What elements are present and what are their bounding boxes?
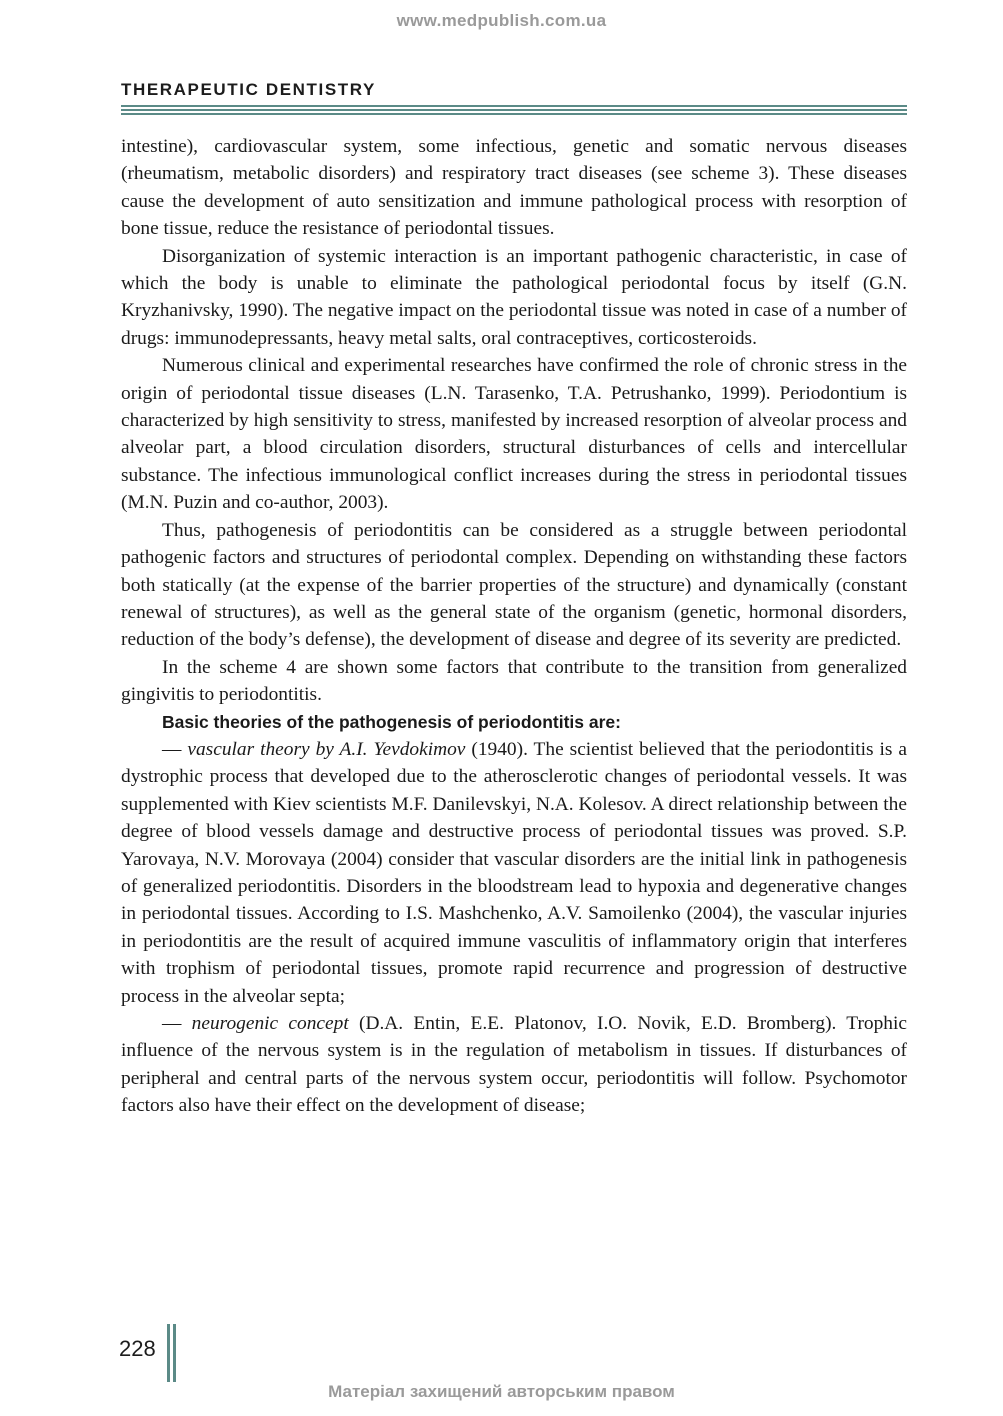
theory-text: (D.A. Entin, E.E. Platonov, I.O. Novik, E.D. Bromberg). Trophic influence of the nervous system is in the regulation of metabolism in tissues. If disturbances of peripheral and central parts of the nervous system occur, periodontitis will follow. Psychomotor factors also have their effect on the development of disease; <box>121 1013 907 1117</box>
site-url: www.medpublish.com.ua <box>396 11 607 30</box>
footer-bar <box>173 1324 176 1382</box>
list-dash: — <box>162 738 188 760</box>
header-rule <box>121 113 907 115</box>
footer-bar <box>167 1324 170 1382</box>
page-number: 228 <box>119 1336 156 1361</box>
header-rule <box>121 109 907 111</box>
theory-title: vascular theory by A.I. Yevdokimov <box>187 738 466 760</box>
paragraph-chronic-stress: Numerous clinical and experimental researches have confirmed the role of chronic stress in the origin of periodontal tissue diseases (L.N. Tarasenko, T.A. Petrushanko, 1999). Periodontium is characterized by high sensitivity to stress, manifested by increased resorption of alveolar process and alveolar part, a blood circulation disorders, structural disturbances of cells and intercellular substance. The infectious immunological conflict increases during the stress in periodontal tissues (M.N. Puzin and co-author, 2003). <box>121 355 907 514</box>
theory-text: (1940). The scientist believed that the periodontitis is a dystrophic process that developed due to the atherosclerotic changes of periodontal vessels. It was supplemented with Kiev scientists M.F. Danilevskyi, N.A. Kolesov. A direct relationship between the degree of blood vessels damage and destructive process of periodontal tissues was proved. S.P. Yarovaya, N.V. Morovaya (2004) consider that vascular disorders are the initial link in pathogenesis of generalized periodontitis. Disorders in the bloodstream lead to hypoxia and degenerative changes in periodontal tissues. According to I.S. Mashchenko, A.V. Samoilenko (2004), the vascular injuries in periodontitis are the result of acquired immune vasculitis of inflammatory origin that interferes with trophism of periodontal tissues, promote rapid recurrence and progression of destructive process in the alveolar septa; <box>121 738 907 1007</box>
copyright-notice: Матеріал захищений авторським правом <box>328 1382 675 1401</box>
list-item-neurogenic-concept <box>121 1010 907 1120</box>
paragraph-continuation: intestine), cardiovascular system, some infectious, genetic and somatic nervous diseases (rheumatism, metabolic disorders) and respiratory tract diseases (see scheme 3). These diseases cause the development of auto sensitization and immune pathological process with resorption of bone tissue, reduce the resistance of periodontal tissues. <box>121 136 907 240</box>
list-item-vascular-theory <box>121 736 907 1010</box>
paragraph-scheme-reference: In the scheme 4 are shown some factors that contribute to the transition from generalized gingivitis to periodontitis. <box>121 656 907 706</box>
header-rule <box>121 105 907 107</box>
paragraph-pathogenesis-struggle: Thus, pathogenesis of periodontitis can be considered as a struggle between periodontal pathogenic factors and structures of periodontal complex. Depending on withstanding these factors both statically (at the expense of the barrier properties of the structure) and dynamically (constant renewal of structures), as well as the general state of the organism (genetic, hormonal disorders, reduction of the body’s defense), the development of disease and degree of its severity are predicted. <box>121 519 907 651</box>
running-head: THERAPEUTIC DENTISTRY <box>121 80 376 99</box>
theory-title: neurogenic concept <box>191 1013 349 1034</box>
paragraph-systemic-interaction: Disorganization of systemic interaction is an important pathogenic characteristic, in case of which the body is unable to eliminate the pathological periodontal focus by itself (G.N. Kryzhanivsky, 1990). The negative impact on the periodontal tissue was noted in case of a number of drugs: immunodepressants, heavy metal salts, oral contraceptives, corticosteroids. <box>121 245 907 349</box>
page-body <box>121 133 907 1120</box>
subheading-theories: Basic theories of the pathogenesis of periodontitis are: <box>162 711 621 732</box>
list-dash: — <box>162 1013 192 1034</box>
